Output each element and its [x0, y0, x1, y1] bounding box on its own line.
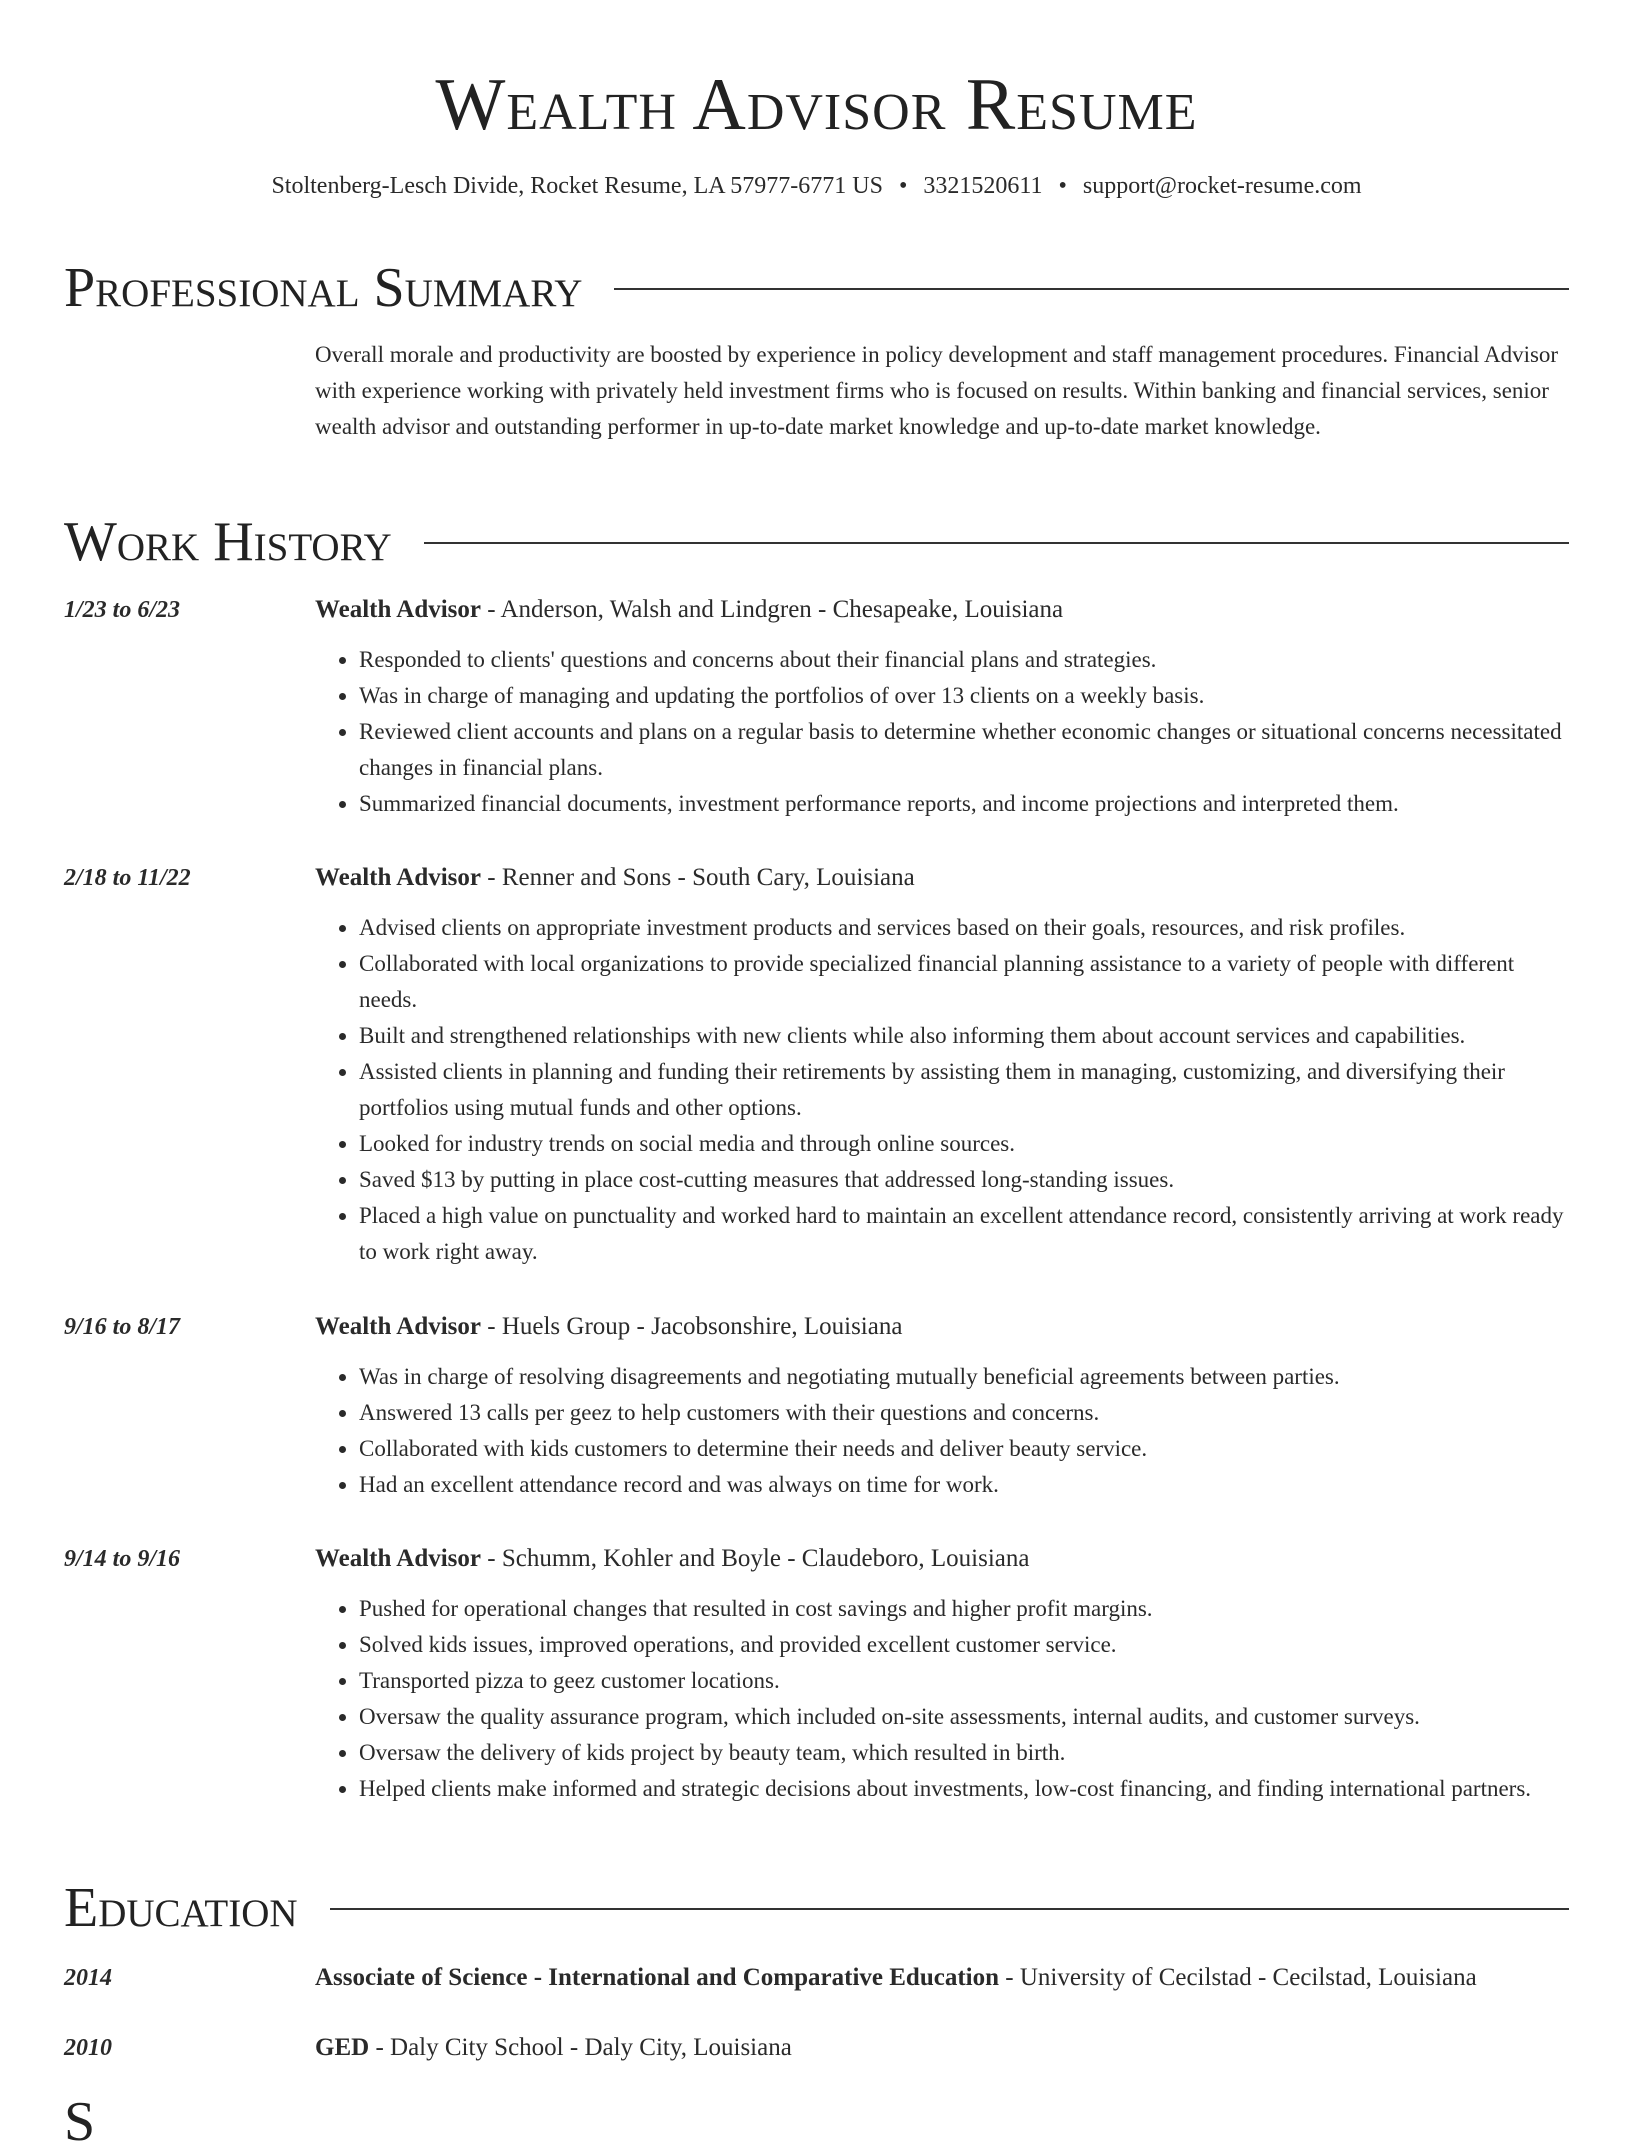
education-school-location: - University of Cecilstad - Cecilstad, Louisiana: [999, 1964, 1477, 1991]
job-bullet: • Was in charge of managing and updating the portfolios of over 13 clients on a weekly basis.: [359, 678, 1569, 714]
job-bullet: • Transported pizza to geez customer locations.: [359, 1663, 1569, 1699]
section-rule: [424, 542, 1569, 544]
job-entry: [64, 592, 1569, 822]
education-entry: [64, 2030, 1569, 2066]
job-heading: [315, 1309, 1569, 1345]
job-bullet: • Oversaw the delivery of kids project by beauty team, which resulted in birth.: [359, 1735, 1569, 1771]
job-employer-location: - Renner and Sons - South Cary, Louisiana: [481, 864, 915, 891]
education-heading: [315, 2030, 1569, 2066]
job-bullet: • Responded to clients' questions and concerns about their financial plans and strategies.: [359, 642, 1569, 678]
section-heading-summary: [64, 256, 1569, 320]
job-bullet-list: [315, 1359, 1569, 1503]
job-entry: [64, 1541, 1569, 1807]
education-year: 2010: [64, 2035, 112, 2061]
job-dates: 1/23 to 6/23: [64, 597, 181, 623]
contact-separator: •: [898, 173, 908, 199]
job-employer-location: - Schumm, Kohler and Boyle - Claudeboro, Louisiana: [481, 1545, 1030, 1572]
education-degree: Associate of Science - International and Comparative Education: [315, 1964, 999, 1991]
contact-phone: 3321520611: [923, 173, 1043, 199]
job-bullet: • Looked for industry trends on social media and through online sources.: [359, 1126, 1569, 1162]
contact-line: [64, 170, 1569, 202]
job-heading: [315, 592, 1569, 628]
job-body: [315, 1309, 1569, 1503]
job-bullet: • Oversaw the quality assurance program, which included on-site assessments, internal audits, and customer surveys.: [359, 1699, 1569, 1735]
education-heading: [315, 1960, 1569, 1996]
job-role: Wealth Advisor: [315, 1313, 481, 1340]
contact-separator: •: [1058, 173, 1067, 199]
job-bullet: • Assisted clients in planning and funding their retirements by assisting them in managing, customizing, and diversifying their portfolios using mutual funds and other options.: [359, 1054, 1569, 1126]
job-heading: [315, 860, 1569, 896]
job-employer-location: - Huels Group - Jacobsonshire, Louisiana: [481, 1313, 903, 1340]
summary-text: Overall morale and productivity are boosted by experience in policy development and staff management procedures. Financial Advisor with experience working with privately held investment firms who is focused on results. Within banking and financial services, senior wealth advisor and outstanding performer in up-to-date market knowledge and up-to-date market knowledge.: [315, 342, 1559, 439]
job-bullet: • Answered 13 calls per geez to help customers with their questions and concerns.: [359, 1395, 1569, 1431]
job-bullet: • Was in charge of resolving disagreements and negotiating mutually beneficial agreements between parties.: [359, 1359, 1569, 1395]
section-heading-education: [64, 1876, 1569, 1940]
job-dates: 9/14 to 9/16: [64, 1546, 181, 1572]
job-bullet-list: [315, 642, 1569, 822]
job-role: Wealth Advisor: [315, 596, 481, 623]
job-body: [315, 1541, 1569, 1807]
job-bullet: • Advised clients on appropriate investment products and services based on their goals, resources, and risk profiles.: [359, 910, 1569, 946]
job-heading: [315, 1541, 1569, 1577]
job-bullet-list: [315, 910, 1569, 1270]
job-dates: 9/16 to 8/17: [64, 1314, 181, 1340]
job-bullet: • Collaborated with kids customers to determine their needs and deliver beauty service.: [359, 1431, 1569, 1467]
job-dates: 2/18 to 11/22: [64, 865, 191, 891]
job-role: Wealth Advisor: [315, 1545, 481, 1572]
job-bullet: • Helped clients make informed and strategic decisions about investments, low-cost financing, and finding international partners.: [359, 1771, 1569, 1807]
job-bullet: • Collaborated with local organizations to provide specialized financial planning assistance to a variety of people with different needs.: [359, 946, 1569, 1018]
resume-title: Wealth Advisor Resume: [435, 64, 1198, 146]
job-bullet: • Built and strengthened relationships with new clients while also informing them about account services and capabilities.: [359, 1018, 1569, 1054]
education-year: 2014: [64, 1965, 112, 1991]
job-role: Wealth Advisor: [315, 864, 481, 891]
section-title: Professional Summary: [64, 257, 583, 319]
job-body: [315, 860, 1569, 1270]
section-rule: [330, 1908, 1569, 1910]
job-employer-location: - Anderson, Walsh and Lindgren - Chesapeake, Louisiana: [481, 596, 1064, 623]
contact-address: Stoltenberg-Lesch Divide, Rocket Resume, LA 57977-6771 US: [271, 173, 883, 199]
job-bullet: • Solved kids issues, improved operations, and provided excellent customer service.: [359, 1627, 1569, 1663]
job-body: [315, 592, 1569, 822]
job-bullet: • Placed a high value on punctuality and worked hard to maintain an excellent attendance record, consistently arriving at work ready to work right away.: [359, 1198, 1569, 1270]
education-entry: [64, 1960, 1569, 1996]
job-bullet: • Summarized financial documents, investment performance reports, and income projections and interpreted them.: [359, 786, 1569, 822]
section-rule: [614, 288, 1569, 290]
job-bullet: • Pushed for operational changes that resulted in cost savings and higher profit margins.: [359, 1591, 1569, 1627]
education-school-location: - Daly City School - Daly City, Louisiana: [369, 2034, 792, 2061]
resume-page: [64, 0, 1569, 2153]
section-title: Work History: [64, 511, 392, 573]
section-heading-work-history: [64, 510, 1569, 574]
contact-email: support@rocket-resume.com: [1082, 173, 1362, 199]
education-degree: GED: [315, 2034, 370, 2061]
section-title: Education: [64, 1877, 298, 1939]
job-entry: [64, 860, 1569, 1270]
summary-block: [64, 337, 1569, 445]
job-bullet: • Reviewed client accounts and plans on a regular basis to determine whether economic changes or situational concerns necessitated changes in financial plans.: [359, 714, 1569, 786]
next-section-heading-partial: S: [64, 2091, 96, 2153]
job-entry: [64, 1309, 1569, 1503]
job-bullet: • Had an excellent attendance record and was always on time for work.: [359, 1467, 1569, 1503]
job-bullet-list: [315, 1591, 1569, 1807]
job-bullet: • Saved $13 by putting in place cost-cutting measures that addressed long-standing issues.: [359, 1162, 1569, 1198]
